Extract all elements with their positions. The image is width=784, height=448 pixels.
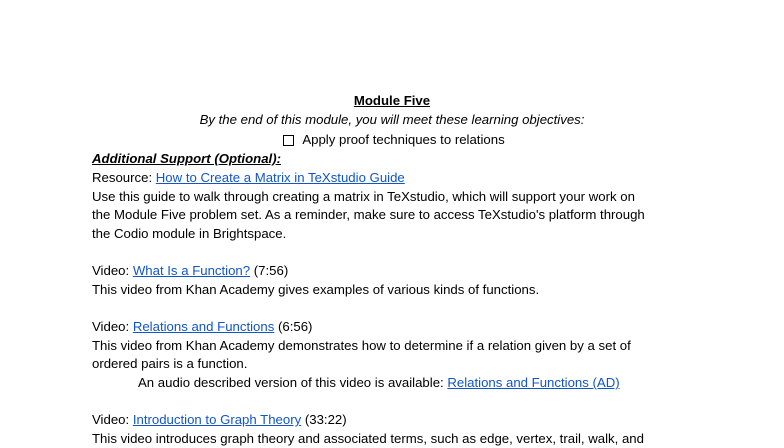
video-line — [92, 317, 312, 336]
checkbox-icon[interactable] — [283, 135, 294, 146]
video-desc-line: This video introduces graph theory and associated terms, such as edge, vertex, trail, walk, and — [92, 431, 644, 446]
video-desc-line: This video from Khan Academy demonstrates how to determine if a relation given by a set of — [92, 338, 631, 353]
video-prefix: Video: — [92, 412, 133, 427]
audio-described-link[interactable]: Relations and Functions (AD) — [447, 375, 620, 390]
module-title: Module Five — [353, 93, 431, 108]
resource-line — [92, 168, 405, 187]
video-link[interactable]: Relations and Functions — [132, 319, 275, 334]
objectives-intro: By the end of this module, you will meet these learning objectives: — [199, 112, 585, 127]
video-link[interactable]: Introduction to Graph Theory — [132, 412, 302, 427]
video-line — [92, 261, 288, 280]
objective-item — [0, 130, 784, 149]
resource-desc-line: the Codio module in Brightspace. — [92, 226, 287, 241]
resource-prefix: Resource: — [92, 170, 156, 185]
video-link[interactable]: What Is a Function? — [132, 263, 251, 278]
support-heading: Additional Support (Optional): — [92, 151, 281, 166]
video-duration: (7:56) — [250, 263, 289, 278]
video-prefix: Video: — [92, 319, 133, 334]
objective-text: Apply proof techniques to relations — [302, 132, 505, 147]
resource-desc-line: the Module Five problem set. As a reminder, make sure to access TeXstudio's platform through — [92, 207, 645, 222]
audio-described-prefix: An audio described version of this video is available: — [138, 375, 448, 390]
video-line — [92, 410, 347, 429]
video-desc-line: This video from Khan Academy gives examples of various kinds of functions. — [92, 282, 540, 297]
video-duration: (33:22) — [301, 412, 347, 427]
resource-desc-line: Use this guide to walk through creating a matrix in TeXstudio, which will support your work on — [92, 189, 635, 204]
audio-described-line — [138, 373, 620, 392]
resource-link[interactable]: How to Create a Matrix in TeXstudio Guide — [155, 170, 405, 185]
video-prefix: Video: — [92, 263, 133, 278]
video-desc-line: ordered pairs is a function. — [92, 356, 248, 371]
video-duration: (6:56) — [274, 319, 313, 334]
